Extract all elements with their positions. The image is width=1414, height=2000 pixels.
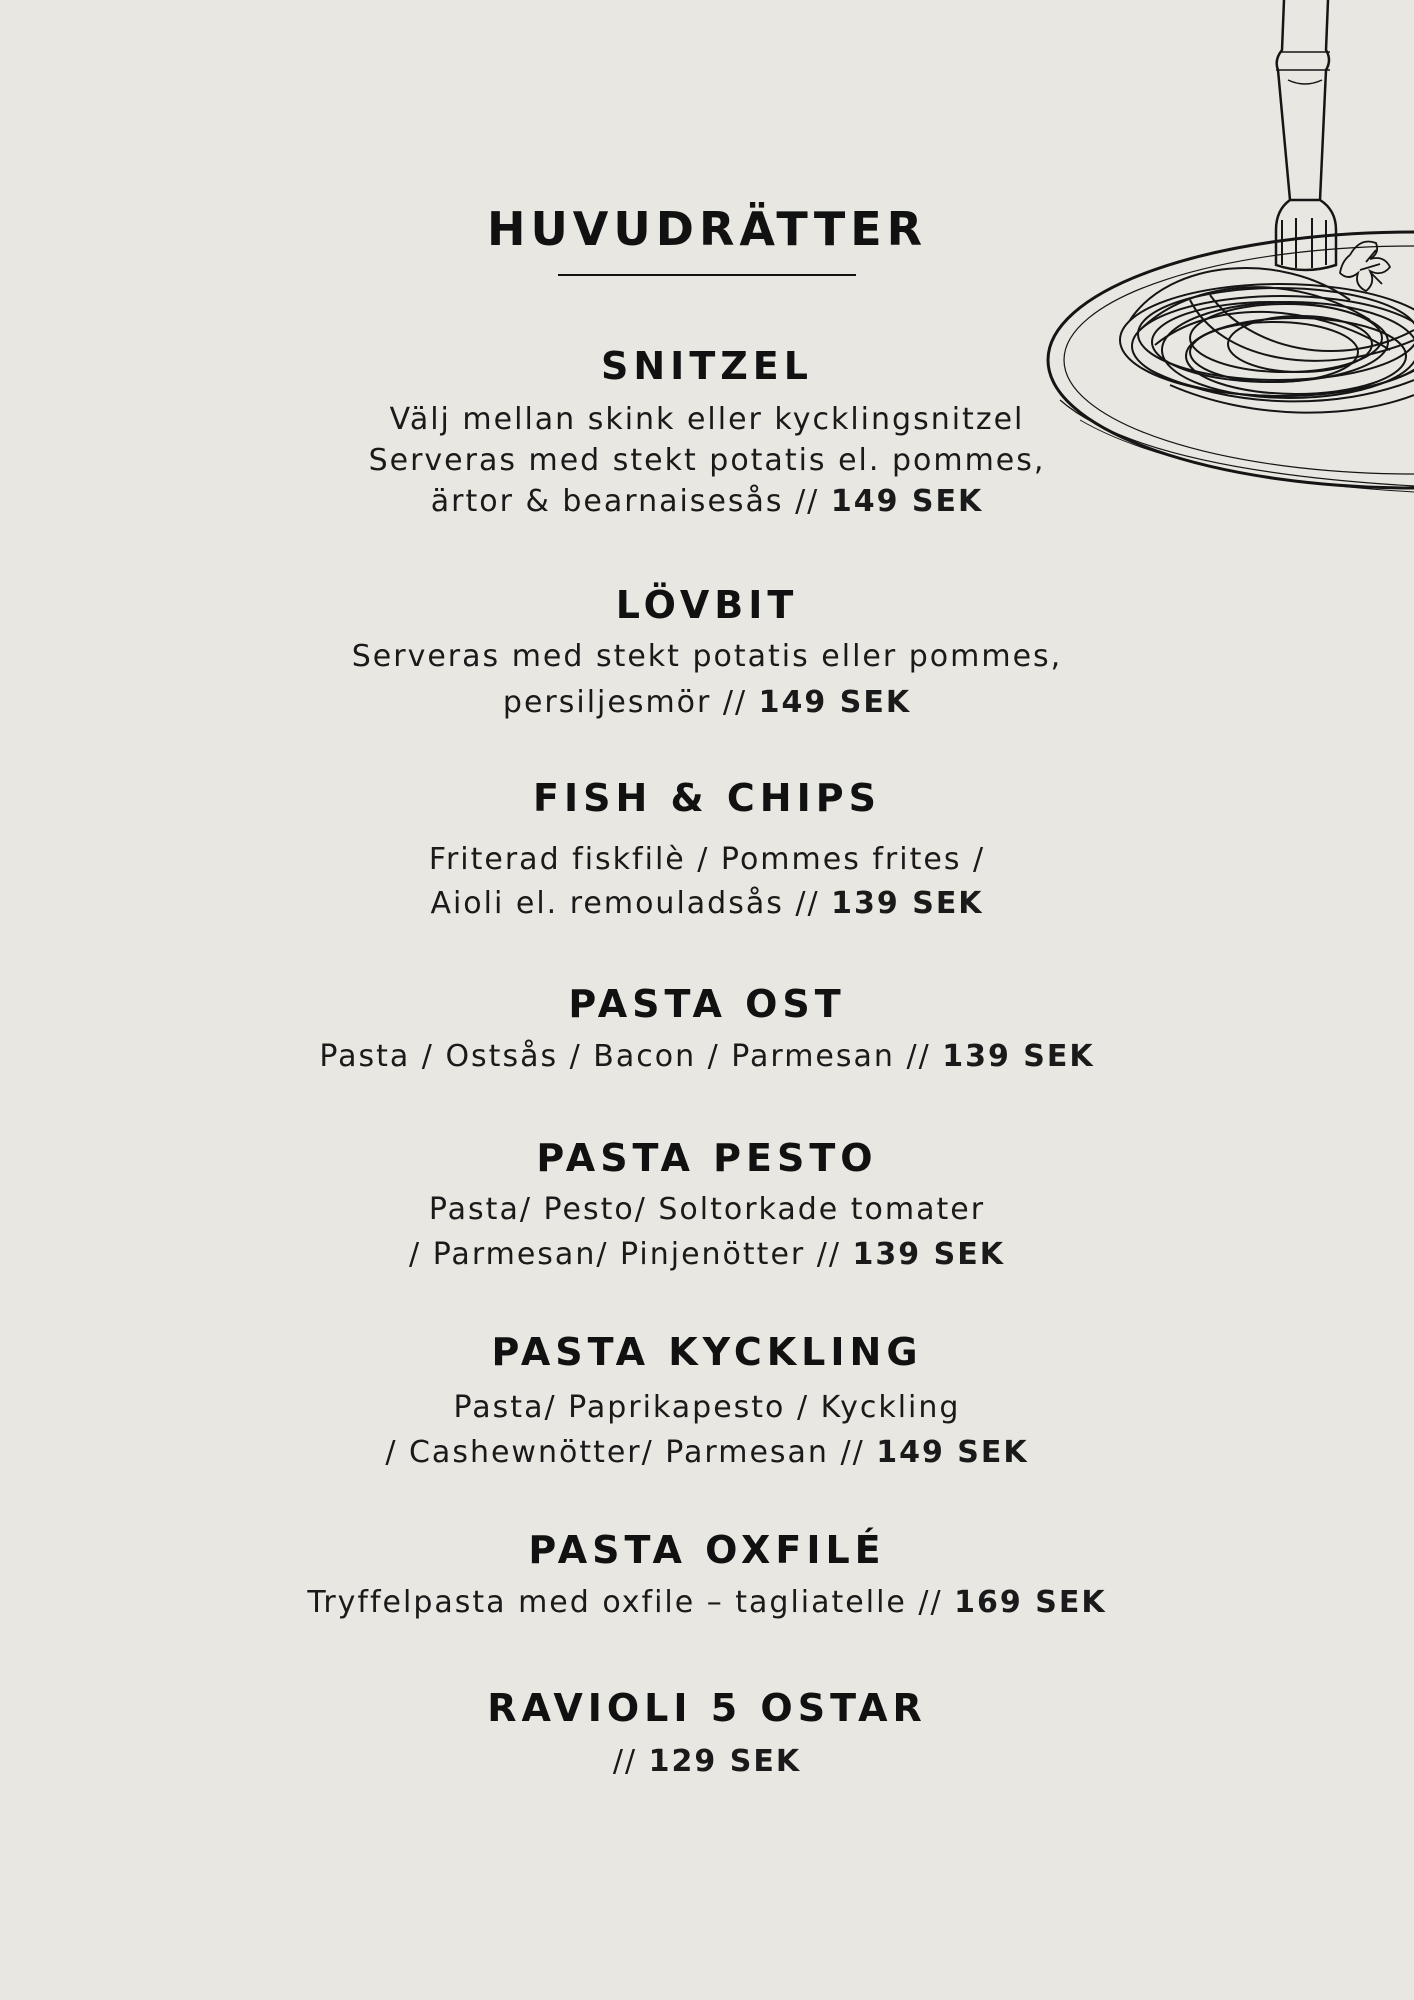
price: 149 SEK xyxy=(876,1435,1029,1470)
price: 169 SEK xyxy=(954,1585,1107,1620)
description-line: Serveras med stekt potatis eller pommes, xyxy=(351,639,1063,674)
description-line: / Parmesan/ Pinjenötter // 139 SEK xyxy=(409,1237,1005,1272)
dish-pasta-kyckling xyxy=(0,1330,1414,1470)
description-line: Pasta / Ostsås / Bacon / Parmesan // 139 SEK xyxy=(319,1039,1095,1074)
price: 149 SEK xyxy=(830,484,984,519)
description-line: Pasta/ Pesto/ Soltorkade tomater xyxy=(428,1192,986,1227)
dish-description xyxy=(0,842,1414,921)
price: 129 SEK xyxy=(648,1744,802,1779)
dish-name: PASTA OST xyxy=(568,982,846,1026)
dish-pasta-oxfile xyxy=(0,1528,1414,1620)
description-line: // 129 SEK xyxy=(612,1744,802,1779)
dish-name: FISH & CHIPS xyxy=(533,776,881,820)
price: 139 SEK xyxy=(852,1237,1005,1272)
dish-lovbit xyxy=(0,583,1414,720)
description-line: Tryffelpasta med oxfile – tagliatelle // 169 SEK xyxy=(307,1585,1107,1620)
dish-description xyxy=(0,1585,1414,1620)
description-line: / Cashewnötter/ Parmesan // 149 SEK xyxy=(385,1435,1029,1470)
dish-fish-chips xyxy=(0,776,1414,921)
dish-name: PASTA KYCKLING xyxy=(491,1330,923,1374)
dish-pasta-ost xyxy=(0,982,1414,1074)
dish-description xyxy=(0,402,1414,519)
description-line: Pasta/ Paprikapesto / Kyckling xyxy=(453,1390,961,1425)
description-line: Serveras med stekt potatis el. pommes, xyxy=(368,443,1046,478)
description-line: Aioli el. remouladsås // 139 SEK xyxy=(430,886,984,921)
dish-ravioli-5-ostar xyxy=(0,1686,1414,1779)
title-divider xyxy=(558,274,856,276)
dish-description xyxy=(0,1192,1414,1272)
dish-name: LÖVBIT xyxy=(615,583,799,627)
dish-name: PASTA PESTO xyxy=(536,1136,878,1180)
dish-description xyxy=(0,1039,1414,1074)
dish-pasta-pesto xyxy=(0,1136,1414,1272)
price: 149 SEK xyxy=(758,685,912,720)
description-line: persiljesmör // 149 SEK xyxy=(502,685,912,720)
dish-description xyxy=(0,639,1414,720)
description-line: Välj mellan skink eller kycklingsnitzel xyxy=(389,402,1025,437)
dish-description xyxy=(0,1390,1414,1470)
dish-snitzel xyxy=(0,344,1414,519)
dish-name: RAVIOLI 5 OSTAR xyxy=(487,1686,927,1730)
dish-name: PASTA OXFILÉ xyxy=(528,1528,886,1572)
dish-name: SNITZEL xyxy=(601,344,813,388)
price: 139 SEK xyxy=(942,1039,1095,1074)
page-title: HUVUDRÄTTER xyxy=(486,201,928,256)
dish-description xyxy=(0,1744,1414,1779)
price: 139 SEK xyxy=(831,886,984,921)
description-line: Friterad fiskfilè / Pommes frites / xyxy=(428,842,986,877)
description-line: ärtor & bearnaisesås // 149 SEK xyxy=(430,484,984,519)
